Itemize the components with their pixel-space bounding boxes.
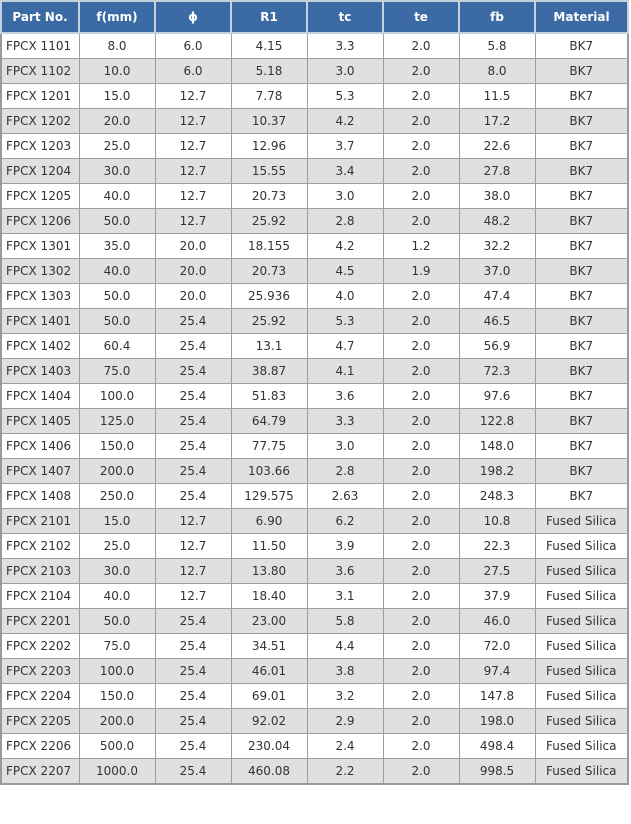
table-row (1, 634, 628, 659)
focal-length-cell: 75.0 (79, 634, 155, 659)
part-no-cell: FPCX 1401 (1, 309, 79, 334)
diameter-cell: 25.4 (155, 759, 231, 785)
diameter-cell: 12.7 (155, 509, 231, 534)
table-row (1, 134, 628, 159)
edge-thickness-cell: 2.0 (383, 84, 459, 109)
edge-thickness-cell: 2.0 (383, 509, 459, 534)
diameter-cell: 25.4 (155, 434, 231, 459)
column-header-edge-thickness: te (383, 1, 459, 33)
back-focal-length-cell: 48.2 (459, 209, 535, 234)
part-no-cell: FPCX 2103 (1, 559, 79, 584)
radius-cell: 20.73 (231, 184, 307, 209)
edge-thickness-cell: 2.0 (383, 409, 459, 434)
table-row (1, 459, 628, 484)
part-no-cell: FPCX 2206 (1, 734, 79, 759)
column-header-diameter: ϕ (155, 1, 231, 33)
column-header-radius: R1 (231, 1, 307, 33)
part-no-cell: FPCX 2207 (1, 759, 79, 785)
edge-thickness-cell: 2.0 (383, 334, 459, 359)
table-row (1, 184, 628, 209)
table-row (1, 84, 628, 109)
radius-cell: 103.66 (231, 459, 307, 484)
focal-length-cell: 500.0 (79, 734, 155, 759)
table-row (1, 33, 628, 59)
material-cell: BK7 (535, 359, 628, 384)
edge-thickness-cell: 2.0 (383, 559, 459, 584)
part-no-cell: FPCX 1202 (1, 109, 79, 134)
material-cell: BK7 (535, 284, 628, 309)
back-focal-length-cell: 248.3 (459, 484, 535, 509)
diameter-cell: 25.4 (155, 384, 231, 409)
focal-length-cell: 40.0 (79, 584, 155, 609)
edge-thickness-cell: 2.0 (383, 109, 459, 134)
table-row (1, 659, 628, 684)
center-thickness-cell: 3.2 (307, 684, 383, 709)
edge-thickness-cell: 2.0 (383, 434, 459, 459)
table-row (1, 409, 628, 434)
diameter-cell: 20.0 (155, 234, 231, 259)
table-row (1, 434, 628, 459)
center-thickness-cell: 5.3 (307, 84, 383, 109)
material-cell: Fused Silica (535, 584, 628, 609)
back-focal-length-cell: 8.0 (459, 59, 535, 84)
radius-cell: 25.92 (231, 309, 307, 334)
radius-cell: 6.90 (231, 509, 307, 534)
material-cell: BK7 (535, 259, 628, 284)
part-no-cell: FPCX 1203 (1, 134, 79, 159)
focal-length-cell: 125.0 (79, 409, 155, 434)
back-focal-length-cell: 46.5 (459, 309, 535, 334)
table-row (1, 59, 628, 84)
material-cell: Fused Silica (535, 709, 628, 734)
back-focal-length-cell: 10.8 (459, 509, 535, 534)
material-cell: BK7 (535, 409, 628, 434)
table-row (1, 259, 628, 284)
radius-cell: 129.575 (231, 484, 307, 509)
diameter-cell: 20.0 (155, 284, 231, 309)
back-focal-length-cell: 498.4 (459, 734, 535, 759)
table-body (1, 33, 628, 784)
part-no-cell: FPCX 1404 (1, 384, 79, 409)
material-cell: BK7 (535, 434, 628, 459)
back-focal-length-cell: 56.9 (459, 334, 535, 359)
diameter-cell: 6.0 (155, 33, 231, 59)
radius-cell: 230.04 (231, 734, 307, 759)
center-thickness-cell: 3.6 (307, 384, 383, 409)
part-no-cell: FPCX 1303 (1, 284, 79, 309)
radius-cell: 18.155 (231, 234, 307, 259)
part-no-cell: FPCX 2201 (1, 609, 79, 634)
edge-thickness-cell: 2.0 (383, 634, 459, 659)
diameter-cell: 12.7 (155, 184, 231, 209)
edge-thickness-cell: 2.0 (383, 384, 459, 409)
back-focal-length-cell: 97.6 (459, 384, 535, 409)
part-no-cell: FPCX 2205 (1, 709, 79, 734)
back-focal-length-cell: 147.8 (459, 684, 535, 709)
radius-cell: 13.80 (231, 559, 307, 584)
radius-cell: 25.92 (231, 209, 307, 234)
radius-cell: 10.37 (231, 109, 307, 134)
focal-length-cell: 200.0 (79, 709, 155, 734)
back-focal-length-cell: 198.0 (459, 709, 535, 734)
focal-length-cell: 150.0 (79, 684, 155, 709)
center-thickness-cell: 4.0 (307, 284, 383, 309)
focal-length-cell: 30.0 (79, 159, 155, 184)
focal-length-cell: 25.0 (79, 134, 155, 159)
radius-cell: 69.01 (231, 684, 307, 709)
back-focal-length-cell: 27.8 (459, 159, 535, 184)
diameter-cell: 25.4 (155, 684, 231, 709)
center-thickness-cell: 2.8 (307, 459, 383, 484)
material-cell: Fused Silica (535, 634, 628, 659)
diameter-cell: 12.7 (155, 159, 231, 184)
focal-length-cell: 200.0 (79, 459, 155, 484)
part-no-cell: FPCX 1402 (1, 334, 79, 359)
center-thickness-cell: 3.0 (307, 59, 383, 84)
edge-thickness-cell: 2.0 (383, 734, 459, 759)
focal-length-cell: 150.0 (79, 434, 155, 459)
edge-thickness-cell: 2.0 (383, 134, 459, 159)
part-no-cell: FPCX 1206 (1, 209, 79, 234)
edge-thickness-cell: 2.0 (383, 484, 459, 509)
table-row (1, 359, 628, 384)
radius-cell: 34.51 (231, 634, 307, 659)
material-cell: Fused Silica (535, 759, 628, 785)
diameter-cell: 25.4 (155, 334, 231, 359)
column-header-back-focal-length: fb (459, 1, 535, 33)
radius-cell: 7.78 (231, 84, 307, 109)
radius-cell: 92.02 (231, 709, 307, 734)
radius-cell: 4.15 (231, 33, 307, 59)
edge-thickness-cell: 2.0 (383, 534, 459, 559)
center-thickness-cell: 4.2 (307, 234, 383, 259)
radius-cell: 51.83 (231, 384, 307, 409)
part-no-cell: FPCX 1302 (1, 259, 79, 284)
edge-thickness-cell: 2.0 (383, 209, 459, 234)
column-header-center-thickness: tc (307, 1, 383, 33)
column-header-focal-length: f(mm) (79, 1, 155, 33)
table-row (1, 759, 628, 785)
diameter-cell: 12.7 (155, 559, 231, 584)
focal-length-cell: 8.0 (79, 33, 155, 59)
material-cell: BK7 (535, 209, 628, 234)
radius-cell: 77.75 (231, 434, 307, 459)
center-thickness-cell: 2.2 (307, 759, 383, 785)
focal-length-cell: 50.0 (79, 209, 155, 234)
radius-cell: 20.73 (231, 259, 307, 284)
edge-thickness-cell: 1.9 (383, 259, 459, 284)
diameter-cell: 25.4 (155, 359, 231, 384)
center-thickness-cell: 5.3 (307, 309, 383, 334)
table-row (1, 559, 628, 584)
material-cell: Fused Silica (535, 559, 628, 584)
focal-length-cell: 30.0 (79, 559, 155, 584)
focal-length-cell: 35.0 (79, 234, 155, 259)
back-focal-length-cell: 37.0 (459, 259, 535, 284)
part-no-cell: FPCX 1406 (1, 434, 79, 459)
table-row (1, 709, 628, 734)
diameter-cell: 6.0 (155, 59, 231, 84)
diameter-cell: 12.7 (155, 134, 231, 159)
diameter-cell: 25.4 (155, 734, 231, 759)
part-no-cell: FPCX 1205 (1, 184, 79, 209)
part-no-cell: FPCX 1204 (1, 159, 79, 184)
table-row (1, 109, 628, 134)
focal-length-cell: 20.0 (79, 109, 155, 134)
center-thickness-cell: 3.0 (307, 184, 383, 209)
center-thickness-cell: 3.4 (307, 159, 383, 184)
part-no-cell: FPCX 1408 (1, 484, 79, 509)
back-focal-length-cell: 11.5 (459, 84, 535, 109)
edge-thickness-cell: 1.2 (383, 234, 459, 259)
radius-cell: 23.00 (231, 609, 307, 634)
diameter-cell: 25.4 (155, 309, 231, 334)
material-cell: BK7 (535, 484, 628, 509)
material-cell: BK7 (535, 159, 628, 184)
focal-length-cell: 40.0 (79, 184, 155, 209)
material-cell: BK7 (535, 109, 628, 134)
material-cell: BK7 (535, 234, 628, 259)
table-row (1, 159, 628, 184)
table-row (1, 609, 628, 634)
material-cell: BK7 (535, 459, 628, 484)
center-thickness-cell: 2.9 (307, 709, 383, 734)
back-focal-length-cell: 22.3 (459, 534, 535, 559)
table-row (1, 509, 628, 534)
edge-thickness-cell: 2.0 (383, 684, 459, 709)
edge-thickness-cell: 2.0 (383, 309, 459, 334)
material-cell: BK7 (535, 184, 628, 209)
center-thickness-cell: 3.7 (307, 134, 383, 159)
focal-length-cell: 75.0 (79, 359, 155, 384)
edge-thickness-cell: 2.0 (383, 33, 459, 59)
focal-length-cell: 50.0 (79, 309, 155, 334)
diameter-cell: 25.4 (155, 709, 231, 734)
material-cell: Fused Silica (535, 534, 628, 559)
back-focal-length-cell: 198.2 (459, 459, 535, 484)
table-header (1, 1, 628, 33)
radius-cell: 11.50 (231, 534, 307, 559)
back-focal-length-cell: 27.5 (459, 559, 535, 584)
diameter-cell: 25.4 (155, 484, 231, 509)
diameter-cell: 12.7 (155, 209, 231, 234)
center-thickness-cell: 3.1 (307, 584, 383, 609)
radius-cell: 12.96 (231, 134, 307, 159)
radius-cell: 13.1 (231, 334, 307, 359)
focal-length-cell: 15.0 (79, 84, 155, 109)
edge-thickness-cell: 2.0 (383, 709, 459, 734)
center-thickness-cell: 4.2 (307, 109, 383, 134)
center-thickness-cell: 6.2 (307, 509, 383, 534)
part-no-cell: FPCX 1201 (1, 84, 79, 109)
material-cell: BK7 (535, 84, 628, 109)
part-no-cell: FPCX 1405 (1, 409, 79, 434)
table-row (1, 334, 628, 359)
part-no-cell: FPCX 1102 (1, 59, 79, 84)
table-row (1, 734, 628, 759)
radius-cell: 5.18 (231, 59, 307, 84)
focal-length-cell: 250.0 (79, 484, 155, 509)
back-focal-length-cell: 37.9 (459, 584, 535, 609)
focal-length-cell: 50.0 (79, 609, 155, 634)
focal-length-cell: 60.4 (79, 334, 155, 359)
back-focal-length-cell: 22.6 (459, 134, 535, 159)
center-thickness-cell: 2.4 (307, 734, 383, 759)
header-row (1, 1, 628, 33)
back-focal-length-cell: 72.3 (459, 359, 535, 384)
radius-cell: 18.40 (231, 584, 307, 609)
table-row (1, 384, 628, 409)
part-no-cell: FPCX 1407 (1, 459, 79, 484)
material-cell: BK7 (535, 334, 628, 359)
edge-thickness-cell: 2.0 (383, 184, 459, 209)
center-thickness-cell: 4.5 (307, 259, 383, 284)
material-cell: BK7 (535, 33, 628, 59)
center-thickness-cell: 2.8 (307, 209, 383, 234)
table-row (1, 284, 628, 309)
edge-thickness-cell: 2.0 (383, 584, 459, 609)
edge-thickness-cell: 2.0 (383, 359, 459, 384)
table-row (1, 309, 628, 334)
radius-cell: 64.79 (231, 409, 307, 434)
edge-thickness-cell: 2.0 (383, 284, 459, 309)
center-thickness-cell: 3.9 (307, 534, 383, 559)
material-cell: Fused Silica (535, 609, 628, 634)
back-focal-length-cell: 148.0 (459, 434, 535, 459)
focal-length-cell: 40.0 (79, 259, 155, 284)
table-row (1, 484, 628, 509)
center-thickness-cell: 4.1 (307, 359, 383, 384)
edge-thickness-cell: 2.0 (383, 159, 459, 184)
diameter-cell: 20.0 (155, 259, 231, 284)
material-cell: BK7 (535, 59, 628, 84)
part-no-cell: FPCX 2104 (1, 584, 79, 609)
column-header-part-no: Part No. (1, 1, 79, 33)
center-thickness-cell: 2.63 (307, 484, 383, 509)
radius-cell: 15.55 (231, 159, 307, 184)
part-no-cell: FPCX 1301 (1, 234, 79, 259)
focal-length-cell: 1000.0 (79, 759, 155, 785)
back-focal-length-cell: 998.5 (459, 759, 535, 785)
focal-length-cell: 10.0 (79, 59, 155, 84)
table-row (1, 209, 628, 234)
radius-cell: 460.08 (231, 759, 307, 785)
diameter-cell: 25.4 (155, 634, 231, 659)
focal-length-cell: 50.0 (79, 284, 155, 309)
edge-thickness-cell: 2.0 (383, 659, 459, 684)
part-no-cell: FPCX 2202 (1, 634, 79, 659)
material-cell: Fused Silica (535, 734, 628, 759)
diameter-cell: 12.7 (155, 584, 231, 609)
material-cell: BK7 (535, 309, 628, 334)
table-row (1, 684, 628, 709)
edge-thickness-cell: 2.0 (383, 609, 459, 634)
edge-thickness-cell: 2.0 (383, 459, 459, 484)
back-focal-length-cell: 32.2 (459, 234, 535, 259)
material-cell: Fused Silica (535, 659, 628, 684)
radius-cell: 38.87 (231, 359, 307, 384)
center-thickness-cell: 5.8 (307, 609, 383, 634)
center-thickness-cell: 3.3 (307, 33, 383, 59)
edge-thickness-cell: 2.0 (383, 59, 459, 84)
back-focal-length-cell: 97.4 (459, 659, 535, 684)
material-cell: BK7 (535, 384, 628, 409)
part-no-cell: FPCX 1101 (1, 33, 79, 59)
radius-cell: 25.936 (231, 284, 307, 309)
focal-length-cell: 100.0 (79, 659, 155, 684)
part-no-cell: FPCX 2101 (1, 509, 79, 534)
material-cell: Fused Silica (535, 684, 628, 709)
diameter-cell: 12.7 (155, 534, 231, 559)
part-no-cell: FPCX 2203 (1, 659, 79, 684)
focal-length-cell: 25.0 (79, 534, 155, 559)
edge-thickness-cell: 2.0 (383, 759, 459, 785)
center-thickness-cell: 4.7 (307, 334, 383, 359)
diameter-cell: 12.7 (155, 84, 231, 109)
diameter-cell: 25.4 (155, 609, 231, 634)
focal-length-cell: 15.0 (79, 509, 155, 534)
back-focal-length-cell: 72.0 (459, 634, 535, 659)
center-thickness-cell: 4.4 (307, 634, 383, 659)
diameter-cell: 25.4 (155, 459, 231, 484)
material-cell: BK7 (535, 134, 628, 159)
radius-cell: 46.01 (231, 659, 307, 684)
back-focal-length-cell: 122.8 (459, 409, 535, 434)
back-focal-length-cell: 38.0 (459, 184, 535, 209)
center-thickness-cell: 3.6 (307, 559, 383, 584)
center-thickness-cell: 3.0 (307, 434, 383, 459)
focal-length-cell: 100.0 (79, 384, 155, 409)
back-focal-length-cell: 17.2 (459, 109, 535, 134)
part-no-cell: FPCX 2204 (1, 684, 79, 709)
table-row (1, 234, 628, 259)
back-focal-length-cell: 47.4 (459, 284, 535, 309)
table-row (1, 534, 628, 559)
diameter-cell: 25.4 (155, 409, 231, 434)
column-header-material: Material (535, 1, 628, 33)
center-thickness-cell: 3.8 (307, 659, 383, 684)
part-no-cell: FPCX 2102 (1, 534, 79, 559)
diameter-cell: 25.4 (155, 659, 231, 684)
diameter-cell: 12.7 (155, 109, 231, 134)
back-focal-length-cell: 5.8 (459, 33, 535, 59)
part-no-cell: FPCX 1403 (1, 359, 79, 384)
material-cell: Fused Silica (535, 509, 628, 534)
table-row (1, 584, 628, 609)
back-focal-length-cell: 46.0 (459, 609, 535, 634)
center-thickness-cell: 3.3 (307, 409, 383, 434)
